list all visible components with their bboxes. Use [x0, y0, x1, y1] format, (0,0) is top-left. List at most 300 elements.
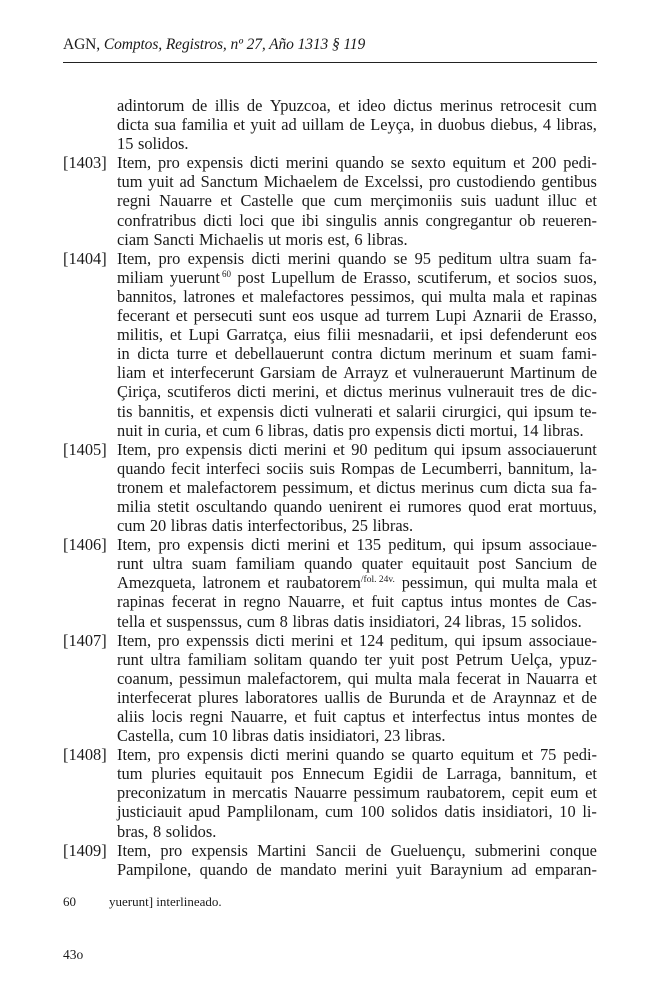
word: Martinum: [509, 363, 576, 383]
word: et: [498, 267, 510, 287]
word: quarto: [411, 745, 454, 765]
word: gentibus: [541, 172, 597, 192]
word: tella: [117, 611, 146, 631]
word: sociis: [266, 458, 304, 478]
word: pedi-: [563, 745, 597, 765]
word: Martini: [257, 840, 307, 860]
running-head-prefix: AGN,: [63, 36, 104, 53]
word: suis: [460, 191, 487, 211]
word: suam: [191, 554, 227, 574]
word: liam: [117, 363, 147, 383]
word: 8: [152, 821, 162, 841]
word: regno: [243, 592, 281, 612]
word: pedi-: [563, 153, 597, 173]
text-line: [117, 497, 597, 516]
footnote-number: 60: [63, 894, 76, 909]
word: turrem: [385, 306, 430, 326]
word: equitum: [460, 745, 515, 765]
word: familiam: [187, 649, 247, 669]
word: se: [391, 745, 405, 765]
entry-1407: [63, 631, 597, 746]
entry-1405: [63, 440, 597, 535]
word: et: [175, 306, 188, 326]
word: multa: [374, 668, 413, 688]
word: scutiferos: [167, 382, 231, 402]
word: expensis: [374, 420, 432, 440]
word: vulnerati: [314, 401, 373, 421]
word: Garsiam: [260, 363, 316, 383]
word: ad: [364, 306, 380, 326]
word: mesnadarii,: [357, 325, 434, 345]
word: locis: [151, 707, 183, 726]
word: et: [394, 363, 407, 383]
word: expensis: [187, 248, 245, 268]
word: Item,: [117, 840, 152, 860]
word: Sanctum: [200, 172, 258, 192]
word: et: [585, 668, 597, 688]
text-line: [117, 535, 597, 554]
word: scutiferum,: [417, 267, 492, 287]
word: Castella,: [117, 726, 174, 746]
word: et: [585, 764, 597, 784]
word: singulis: [325, 210, 377, 230]
word: usque: [320, 306, 359, 326]
word: tres: [520, 382, 544, 402]
word: que: [301, 191, 326, 211]
word: mala: [418, 668, 451, 688]
word: bannitis,: [138, 401, 195, 421]
word: fecerat: [456, 668, 501, 688]
word: de: [581, 363, 597, 383]
word: suis: [309, 458, 335, 478]
word: pessimum,: [282, 477, 354, 497]
word: Arrayz: [343, 363, 389, 383]
word: bannitum,: [507, 458, 574, 478]
word: dicti: [250, 745, 280, 765]
word: 8: [279, 611, 288, 631]
running-head: [63, 36, 597, 54]
word: pessimun: [179, 668, 242, 688]
word: in: [212, 783, 226, 803]
word: merini: [287, 248, 331, 268]
word: montes: [526, 707, 575, 726]
text-line: [117, 363, 597, 382]
word: libras,: [556, 115, 597, 135]
word: pos: [270, 764, 294, 784]
word: Leyça,: [370, 115, 415, 135]
word: plures: [198, 687, 239, 707]
word: persecuti: [193, 306, 253, 326]
word: 10: [559, 802, 576, 822]
word: ad: [511, 859, 527, 879]
word: intus: [487, 707, 520, 726]
word: captus: [343, 707, 386, 726]
word: qui: [433, 439, 455, 459]
text-line: [117, 459, 597, 478]
word: se: [390, 153, 405, 173]
word: Erasso,: [363, 267, 411, 287]
word: de: [366, 687, 383, 707]
word: confratribus: [117, 210, 197, 230]
word: cum: [479, 477, 508, 497]
word: la-: [579, 458, 597, 478]
word: ypuz-: [559, 649, 597, 669]
word: cum: [325, 802, 354, 822]
text-line: [117, 592, 597, 611]
text-line: [117, 211, 597, 230]
word: multa: [502, 573, 540, 593]
word: justiciauit: [117, 802, 182, 822]
word: et: [169, 325, 182, 345]
word: et: [233, 115, 246, 135]
footnote-reference[interactable]: 60: [221, 268, 231, 279]
text-line: [117, 822, 597, 841]
word: et: [294, 707, 307, 726]
word: yuit: [388, 649, 415, 669]
word: libras.: [543, 420, 584, 440]
word: contra: [331, 344, 373, 364]
word: libras: [292, 611, 329, 631]
word: libras.: [404, 726, 446, 746]
word: expensis: [185, 439, 243, 459]
word: dicti: [435, 420, 466, 440]
word: fuit: [371, 592, 394, 612]
word: rapinas: [549, 286, 597, 306]
word: et: [338, 96, 351, 115]
word: 75: [539, 745, 557, 765]
word: regni: [189, 707, 224, 726]
word: solidos: [391, 802, 438, 822]
word: dicti: [255, 630, 285, 650]
word: merinum: [433, 344, 493, 364]
word: malefactores: [260, 286, 344, 306]
entry-1404: [63, 249, 597, 440]
word: et: [267, 573, 280, 593]
word: interfecerat: [117, 687, 192, 707]
word: et: [241, 286, 254, 306]
word: Çiriça,: [117, 382, 162, 402]
word: nuit: [117, 420, 143, 440]
word: merini: [283, 439, 327, 459]
word: merini,: [272, 382, 320, 402]
word: Uelça,: [510, 649, 553, 669]
word: fecerant: [117, 306, 170, 326]
word: post: [237, 267, 265, 287]
word: merini: [285, 153, 329, 173]
word: 24: [444, 611, 461, 631]
word: vulnerauit: [447, 382, 514, 402]
word: intus: [450, 592, 483, 612]
word: li-: [582, 802, 597, 822]
word: Burunda: [388, 687, 446, 707]
word: 100: [359, 802, 385, 822]
text-line: [117, 402, 597, 421]
word: de: [349, 115, 365, 135]
word: tronem: [117, 477, 164, 497]
word: latronem: [202, 573, 261, 593]
word: cum: [178, 726, 207, 746]
word: cum: [568, 96, 597, 115]
word: et: [220, 191, 233, 211]
word: merçimoniis: [370, 191, 453, 211]
word: est,: [327, 229, 350, 249]
word: mercatis: [232, 783, 288, 803]
text-line: [117, 478, 597, 497]
word: cum: [333, 191, 362, 211]
word: rapinas: [117, 592, 165, 612]
text-line: [117, 344, 597, 363]
word: mortui,: [469, 420, 518, 440]
text-line: [117, 287, 597, 306]
word: in: [117, 344, 130, 364]
word: de: [191, 96, 208, 115]
folio-marker: /fol. 24v.: [360, 575, 395, 586]
word: dicti: [203, 210, 233, 230]
text-line: [117, 115, 597, 134]
word: sua: [154, 115, 177, 135]
word: suspenssus,: [166, 611, 243, 631]
text-line: [117, 516, 597, 535]
word: libras: [232, 726, 269, 746]
word: pro: [157, 153, 180, 173]
word: pessimos,: [350, 286, 415, 306]
word: se: [393, 248, 408, 268]
page-number: 43o: [63, 947, 84, 962]
word: dicti: [248, 439, 278, 459]
word: filii: [327, 325, 351, 345]
entry-number: [1409]: [63, 840, 107, 860]
word: latrones: [183, 286, 236, 306]
text-line: [117, 268, 597, 287]
text-line: [117, 172, 597, 191]
word: 95: [414, 248, 431, 268]
word: que: [270, 210, 295, 230]
word: eius: [293, 325, 321, 345]
word: equitauit: [411, 554, 470, 574]
word: suos,: [563, 267, 597, 287]
word: raubatorem,: [426, 783, 506, 803]
word: Rompas: [340, 458, 395, 478]
word: uallis: [324, 687, 360, 707]
word: multa: [448, 286, 487, 306]
entry-continuation: [63, 96, 597, 153]
word: fami-: [561, 344, 597, 364]
word: in: [223, 592, 237, 612]
word: preconizatum: [117, 783, 207, 803]
text-line: [117, 230, 597, 249]
word: in: [507, 668, 520, 688]
word: mala: [492, 286, 525, 306]
word: dic-: [571, 382, 597, 402]
word: de: [400, 458, 416, 478]
word: de: [581, 687, 597, 707]
word: fecit: [171, 458, 201, 478]
word: pro: [158, 535, 181, 555]
text-line: [117, 554, 597, 573]
word: laboratores: [244, 687, 318, 707]
word: ad: [281, 115, 297, 135]
word: sexto: [411, 153, 446, 173]
word: quando: [199, 859, 248, 879]
word: Sancti: [153, 229, 195, 249]
word: moris: [285, 229, 323, 249]
word: pessimum: [353, 783, 420, 803]
word: ipsum: [533, 401, 574, 421]
entry-number: [1407]: [63, 630, 107, 650]
word: stetit: [157, 496, 190, 516]
word: in: [419, 115, 433, 135]
word: eum: [550, 783, 579, 803]
word: merini: [291, 630, 335, 650]
text-line: [117, 669, 597, 688]
word: illuc: [547, 191, 577, 211]
word: dicti: [279, 401, 309, 421]
word: et: [352, 592, 364, 612]
word: de: [365, 840, 382, 860]
word: 135: [356, 535, 382, 555]
word: ob: [519, 210, 536, 230]
word: ipsum: [461, 439, 502, 459]
word: tis: [117, 401, 133, 421]
word: Garratça,: [226, 325, 287, 345]
word: quando: [336, 745, 385, 765]
footnote-text: yuerunt] interlineado.: [109, 894, 222, 909]
word: de: [470, 687, 486, 707]
word: et: [585, 191, 597, 211]
text-line: [117, 96, 597, 115]
word: et: [149, 611, 162, 631]
word: qui: [454, 630, 476, 650]
word: dicti: [251, 248, 281, 268]
word: peditum: [373, 439, 428, 459]
word: ei: [389, 496, 402, 516]
entry-number: [1403]: [63, 153, 107, 173]
word: et: [513, 153, 525, 173]
word: et: [340, 630, 353, 650]
word: et: [337, 535, 350, 555]
word: merinus: [421, 477, 474, 497]
word: Nauarre,: [288, 592, 345, 612]
text-line: [117, 153, 597, 172]
word: congregantur: [425, 210, 512, 230]
word: regni: [117, 191, 151, 211]
word: equitauit: [204, 764, 263, 784]
word: loci: [239, 210, 264, 230]
word: suam: [536, 248, 572, 268]
text-line: [117, 134, 597, 153]
word: datis: [444, 802, 476, 822]
word: mala: [546, 573, 579, 593]
word: de: [256, 859, 272, 879]
word: Item,: [117, 248, 152, 268]
word: familia: [181, 115, 228, 135]
entry-1408: [63, 745, 597, 840]
word: Sancii: [315, 840, 357, 860]
text-line: [117, 631, 597, 650]
word: Excelssi,: [364, 172, 424, 192]
word: familiam: [235, 554, 295, 574]
word: uenirent: [328, 496, 383, 516]
word: et: [215, 344, 228, 364]
word: libras.: [372, 516, 414, 536]
word: vulnerauerunt: [412, 363, 504, 383]
word: merini: [344, 859, 388, 879]
word: datis: [273, 726, 305, 746]
word: merinus: [439, 96, 493, 115]
word: dicti: [249, 153, 280, 173]
word: ultra: [499, 248, 530, 268]
word: Nauarre,: [230, 707, 288, 726]
word: miliam: [117, 267, 164, 287]
text-line: [117, 860, 597, 879]
word: milia: [117, 496, 151, 516]
word: reueren-: [542, 210, 597, 230]
word: de: [581, 707, 597, 726]
word: bannitum,: [510, 764, 577, 784]
word: Pampilone,: [117, 859, 192, 879]
word: pro: [348, 420, 371, 440]
word: associaue-: [528, 630, 597, 650]
word: merini: [287, 535, 331, 555]
word: fa-: [578, 248, 597, 268]
word: dictum: [379, 344, 426, 364]
word: pro: [157, 630, 180, 650]
word: annis: [383, 210, 419, 230]
word: uillam: [302, 115, 345, 135]
word: custodiendo: [456, 172, 536, 192]
word: expensis: [186, 153, 244, 173]
text-line: [117, 802, 597, 821]
word: et: [378, 401, 391, 421]
word: Gueluençu,: [390, 840, 466, 860]
word: mandato: [280, 859, 337, 879]
word: fa-: [578, 477, 597, 497]
footnote: [63, 894, 222, 910]
word: rumores: [407, 496, 462, 516]
word: dicta: [137, 344, 170, 364]
text-line: [117, 573, 597, 592]
word: de: [549, 382, 566, 402]
word: yuit: [396, 859, 422, 879]
word: insidiatori,: [482, 802, 553, 822]
word: ideo: [357, 96, 386, 115]
word: libras.: [367, 229, 408, 249]
word: de: [341, 267, 357, 287]
word: Petrum: [455, 649, 504, 669]
text-line: [117, 421, 597, 440]
word: Larraga,: [446, 764, 502, 784]
word: libras,: [465, 611, 506, 631]
text-line: [117, 306, 597, 325]
word: quando: [273, 496, 323, 516]
word: solidos.: [531, 611, 582, 631]
word: et: [585, 573, 597, 593]
word: ultra: [152, 554, 183, 574]
word: eos: [575, 325, 597, 345]
running-head-section: § 119: [328, 36, 366, 53]
text-line: [117, 612, 597, 631]
word: conque: [549, 840, 597, 860]
word: eos: [292, 306, 315, 326]
word: Ypuzcoa,: [269, 96, 331, 115]
word: qui: [421, 286, 443, 306]
word: apud: [188, 802, 221, 822]
word: socios: [516, 267, 558, 287]
word: Item,: [117, 439, 152, 459]
word: et: [333, 439, 345, 459]
word: tum: [117, 764, 143, 784]
word: quando: [338, 248, 387, 268]
